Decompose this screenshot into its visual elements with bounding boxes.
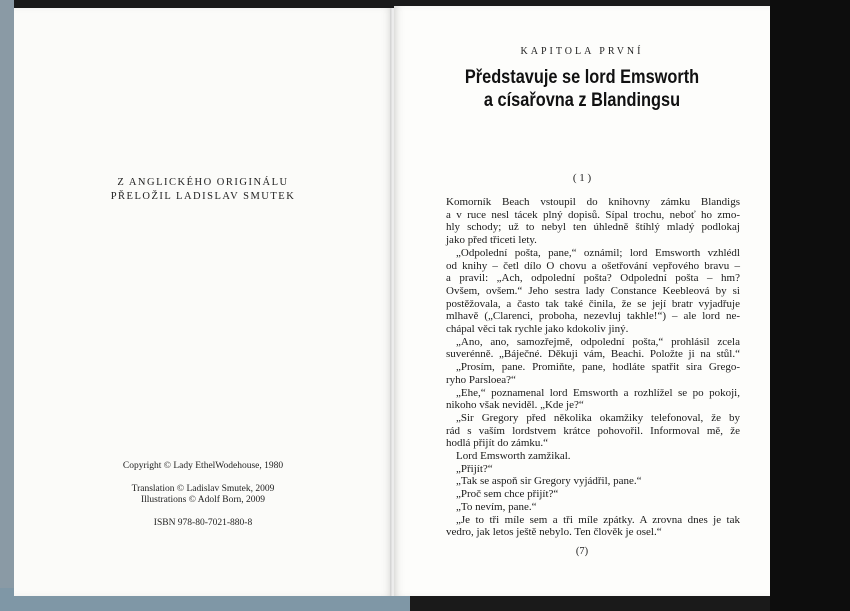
text-line: hly schody; už to nebyl ten úhledně štíhlý mladý podlokaj [446,221,740,234]
text-line: rád s vaším lordstvem krátce pohovořil. Informoval mě, že [446,424,740,437]
text-line: a v ruce nesl tácek plný dopisů. Sípal trochu, neboť ho zmo- [446,208,740,221]
text-line: „Je to tři míle sem a tři míle zpátky. A zrovna dnes je tak [456,513,740,526]
text-line: „Tak se aspoň sir Gregory vyjádřil, pane.“ [456,475,642,488]
text-line: chápal věci tak rychle jako kdokoliv jiný. [446,323,629,336]
chapter-body-text [446,196,740,539]
text-line: Lord Emsworth zamžikal. [456,450,571,463]
chapter-title [420,66,743,112]
text-line: postěžovala, a často tak také činila, že se její bratr vyjadřuje [446,297,740,310]
text-line: „Prosím, pane. Promiňte, pane, hodláte spatřit sira Grego- [456,361,740,374]
text-line: „Odpolední pošta, pane,“ oznámil; lord Emsworth vzhlédl [456,246,740,259]
page-number: (7) [575,546,589,557]
isbn-line: ISBN 978-80-7021-880-8 [153,517,253,528]
text-line: Ovšem, ovšem.“ Jeho sestra lady Constance Keebleová by si [446,284,740,297]
copyright-line: Copyright © Lady EthelWodehouse, 1980 [122,461,284,471]
text-line: vedro, jak letos ještě nebylo. Ten člověk je osel.“ [446,526,662,539]
translator-line: PŘELOŽIL LADISLAV SMUTEK [110,191,296,202]
original-credit [14,176,392,204]
section-number: ( 1 ) [572,172,592,184]
chapter-title-line-1: Představuje se lord Emsworth [464,67,700,88]
text-line: mlhavě („Clarenci, proboha, nezevluj takhle!“) – ale lord ne- [446,310,740,323]
background-dark [770,0,850,611]
credits-block [14,461,392,529]
text-line: „To nevím, pane.“ [456,500,537,513]
chapter-title-line-2: a císařovna z Blandingsu [483,90,681,111]
text-line: jako před třiceti lety. [446,234,537,247]
text-line: „Ehe,“ poznamenal lord Emsworth a rozhlížel se po pokoji, [456,386,740,399]
text-line: Komorník Beach vstoupil do knihovny zámku Blandigs [446,196,740,208]
text-line: hodlá přijít do zámku.“ [446,437,549,450]
illustrations-line: Illustrations © Adolf Born, 2009 [140,495,266,505]
original-line: Z ANGLICKÉHO ORIGINÁLU [117,177,289,188]
cover-edge [0,0,14,611]
chapter-label: KAPITOLA PRVNÍ [520,46,644,57]
text-line: a pravil: „Ach, odpolední pošta? Odpolední pošta – hm? [446,272,740,285]
text-line: ryho Parsloea?“ [446,373,516,386]
text-line: suverénně. „Báječné. Děkuji vám, Beachi. Položte ji na stůl.“ [446,348,740,361]
translation-line: Translation © Ladislav Smutek, 2009 [131,483,275,494]
text-line: nikoho však neviděl. „Kde je?“ [446,399,584,412]
text-line: „Sir Gregory před několika okamžiky telefonoval, že by [456,411,740,424]
text-line: „Přijít?“ [456,462,493,475]
text-line: „Proč sem chce přijít?“ [456,488,559,501]
left-page [14,8,392,596]
right-page [394,6,770,596]
text-line: „Ano, ano, samozřejmě, odpolední pošta,“ prohlásil zcela [456,335,740,348]
text-line: od knihy – četl dílo O chovu a ošetřování vepřového bravu – [446,259,740,272]
